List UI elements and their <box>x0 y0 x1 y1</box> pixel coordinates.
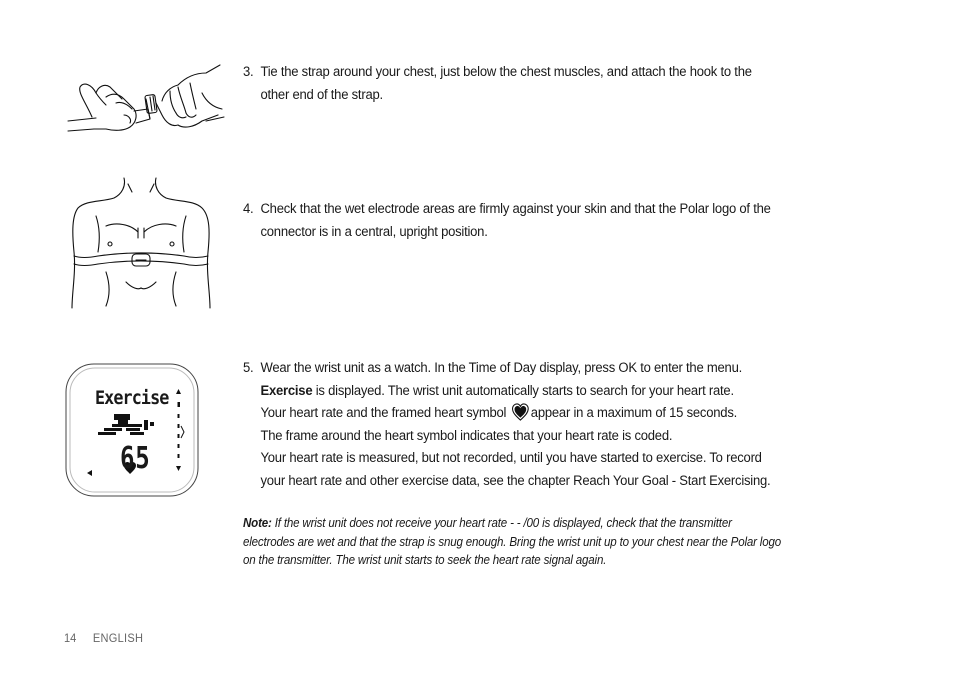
step-number: 3. <box>243 64 254 80</box>
step-text-line <box>260 402 813 425</box>
step-text-fragment: Your heart rate and the framed heart symbol <box>260 405 507 421</box>
step-number: 5. <box>243 360 254 376</box>
instruction-step-5 <box>243 357 813 492</box>
step-text-line <box>260 380 813 403</box>
step-text-line: Wear the wrist unit as a watch. In the Time of Day display, press OK to enter the menu. <box>260 360 743 376</box>
step-number: 4. <box>243 201 254 217</box>
note-line <box>243 514 850 533</box>
note-line: electrodes are wet and that the strap is snug enough. Bring the wrist unit up to your chest near the Polar logo <box>243 534 781 549</box>
step-text-line: The frame around the heart symbol indicates that your heart rate is coded. <box>260 427 673 444</box>
note-line: on the transmitter. The wrist unit starts to seek the heart rate signal again. <box>243 553 607 568</box>
watch-display-title: Exercise <box>95 387 169 409</box>
instruction-step-4 <box>243 198 813 243</box>
strap-fastening-illustration <box>66 63 226 143</box>
note-label: Note: <box>243 516 272 530</box>
note-paragraph <box>243 514 850 570</box>
step-text-line: other end of the strap. <box>260 86 383 103</box>
step-text-line: Your heart rate is measured, but not recorded, until you have started to exercise. To record <box>260 450 762 466</box>
chest-strap-illustration <box>66 172 216 312</box>
watch-heart-rate-value: 65 <box>120 441 151 476</box>
instruction-step-3 <box>243 61 813 106</box>
wrist-unit-display <box>64 362 200 498</box>
exercise-term: Exercise <box>260 382 313 399</box>
step-text-line: connector is in a central, upright position. <box>260 223 488 240</box>
framed-heart-icon <box>511 403 528 421</box>
step-text-line: Tie the strap around your chest, just below the chest muscles, and attach the hook to the <box>260 64 752 80</box>
step-text-line: your heart rate and other exercise data, see the chapter Reach Your Goal - Start Exercising. <box>260 472 771 489</box>
step-text-fragment: appear in a maximum of 15 seconds. <box>530 405 738 421</box>
step-text-line: Check that the wet electrode areas are firmly against your skin and that the Polar logo of the <box>260 201 771 217</box>
note-text-fragment: If the wrist unit does not receive your heart rate - - /00 is displayed, check that the transmitter <box>271 516 732 530</box>
footer-language: ENGLISH <box>92 631 144 645</box>
page-number: 14 <box>64 631 77 645</box>
page-footer <box>64 631 143 645</box>
step-text-fragment: is displayed. The wrist unit automatically starts to search for your heart rate. <box>312 382 734 399</box>
